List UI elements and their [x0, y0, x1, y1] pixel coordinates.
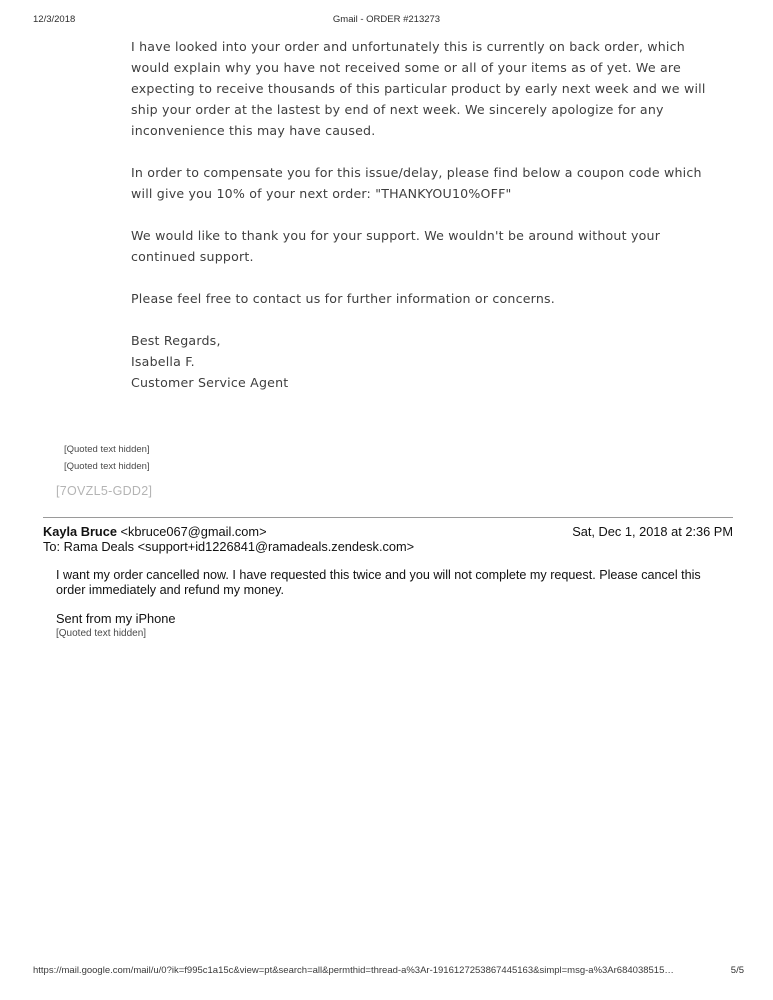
print-footer	[0, 965, 773, 979]
signature-title: Customer Service Agent	[131, 375, 289, 390]
agent-message-body	[131, 36, 719, 393]
customer-to-line: To: Rama Deals <support+id1226841@ramadeals.zendesk.com>	[43, 539, 415, 554]
customer-message-date: Sat, Dec 1, 2018 at 2:36 PM	[572, 524, 733, 539]
signature-name: Isabella F.	[131, 354, 195, 369]
zendesk-ticket-id: [7OVZL5-GDD2]	[56, 484, 153, 498]
agent-paragraph-backorder: I have looked into your order and unfortunately this is currently on back order, which would explain why you have not received some or all of your items as of yet. We are expecting to receive thousands of this particular product by early next week and we will ship your order at the lastest by end of next week. We sincerely apologize for any inconvenience this may have caused.	[131, 39, 706, 138]
quoted-text-hidden-label: [Quoted text hidden]	[56, 628, 147, 639]
agent-signature	[131, 330, 719, 393]
signature-closing: Best Regards,	[131, 333, 221, 348]
customer-from-line	[43, 524, 267, 539]
print-title: Gmail - ORDER #213273	[332, 14, 441, 25]
customer-sender-name: Kayla Bruce	[43, 524, 117, 539]
agent-paragraph-thanks: We would like to thank you for your support. We wouldn't be around without your continued support.	[131, 228, 661, 264]
quoted-text-hidden-label: [Quoted text hidden]	[64, 444, 150, 455]
agent-paragraph-contact: Please feel free to contact us for further information or concerns.	[131, 291, 555, 306]
print-date: 12/3/2018	[33, 14, 76, 25]
customer-sender-email: <kbruce067@gmail.com>	[116, 524, 267, 539]
customer-message-body: I want my order cancelled now. I have requested this twice and you will not complete my request. Please cancel this order immediately and refund my money.	[56, 568, 701, 597]
agent-paragraph-coupon: In order to compensate you for this issue/delay, please find below a coupon code which will give you 10% of your next order: "THANKYOU10%OFF"	[131, 165, 702, 201]
print-header	[0, 14, 773, 28]
message-divider	[43, 517, 733, 518]
print-footer-url: https://mail.google.com/mail/u/0?ik=f995c1a15c&view=pt&search=all&permthid=thread-a%3Ar-1916127253867445163&simpl=msg-a%3Ar684038515…	[33, 965, 674, 976]
quoted-text-hidden-label: [Quoted text hidden]	[64, 461, 150, 472]
sent-from-iphone-label: Sent from my iPhone	[56, 611, 176, 626]
page-number-indicator: 5/5	[730, 965, 744, 976]
